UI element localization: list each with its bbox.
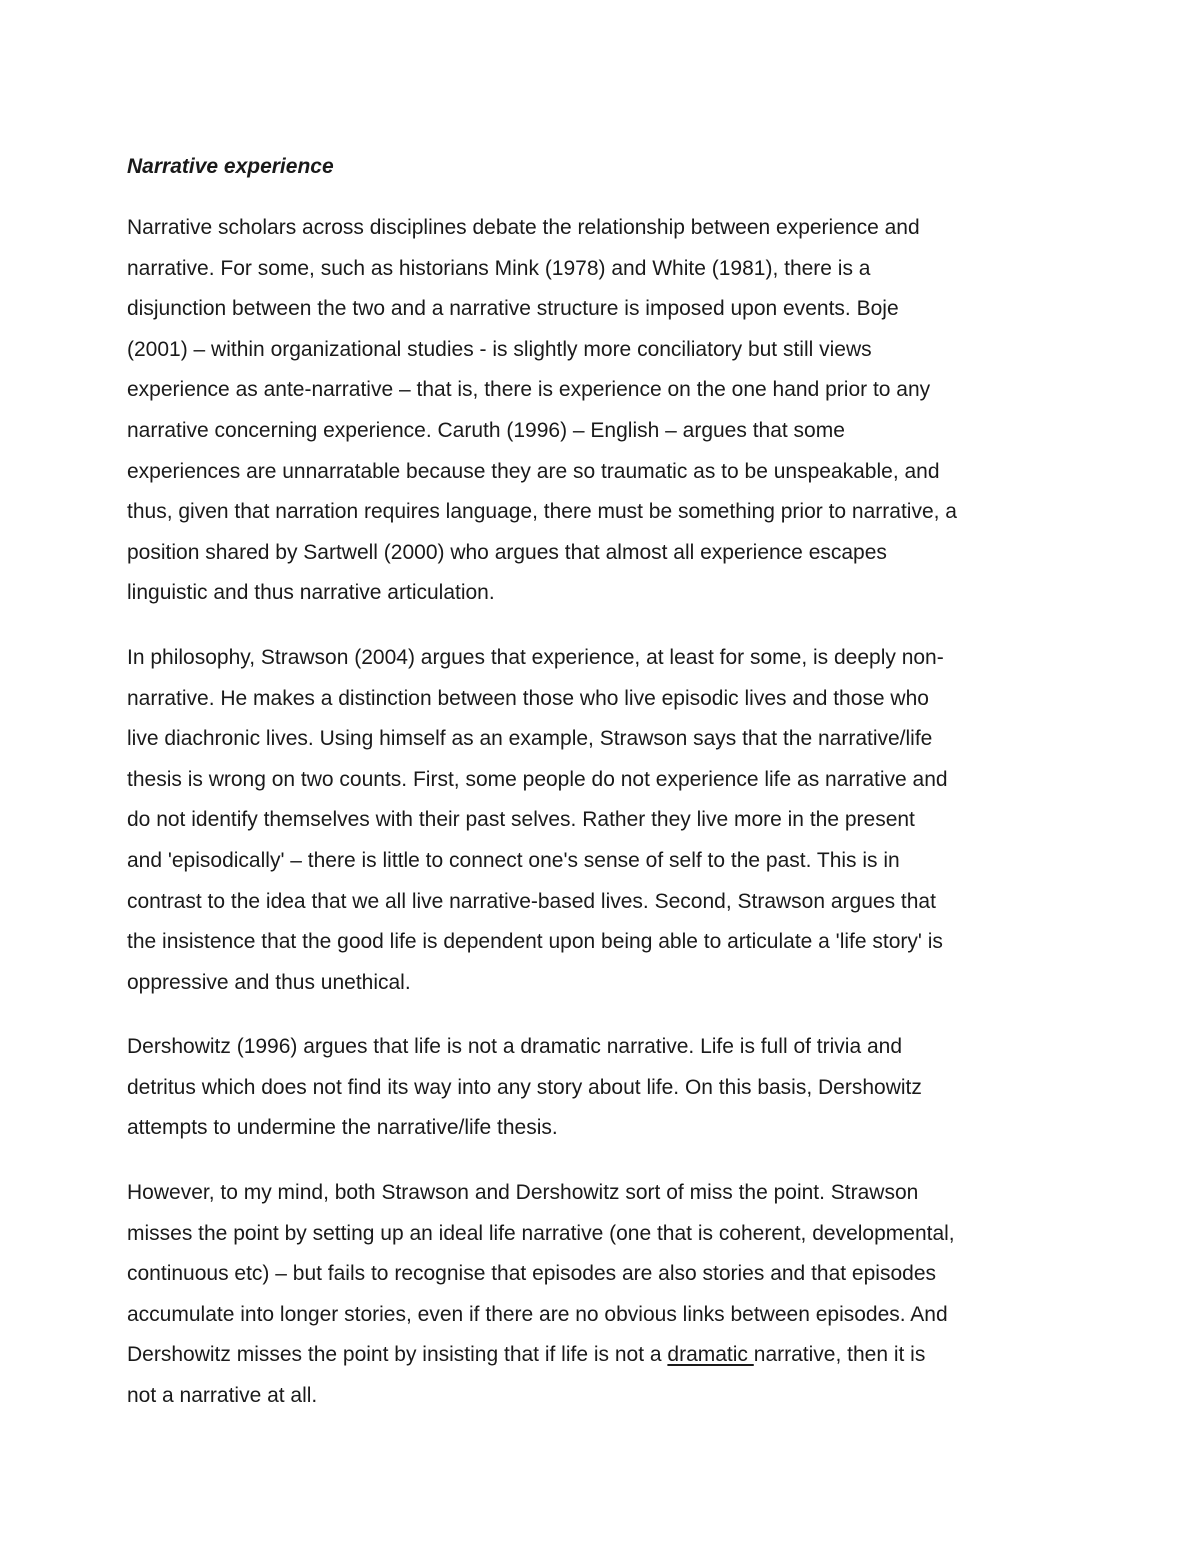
paragraph-line: accumulate into longer stories, even if there are no obvious links between episodes. And bbox=[127, 1302, 948, 1326]
paragraph-3 bbox=[127, 1027, 1072, 1149]
section-heading: Narrative experience bbox=[127, 155, 334, 178]
paragraph-line: attempts to undermine the narrative/life thesis. bbox=[127, 1116, 558, 1140]
underlined-word: dramatic bbox=[667, 1343, 754, 1367]
paragraph-2 bbox=[127, 638, 1072, 1003]
paragraph-line-with-underline bbox=[127, 1335, 1072, 1376]
paragraph-line: continuous etc) – but fails to recognise that episodes are also stories and that episodes bbox=[127, 1262, 936, 1286]
paragraph-line: thus, given that narration requires language, there must be something prior to narrative, a bbox=[127, 500, 957, 524]
line-text-before: Dershowitz misses the point by insisting that if life is not a bbox=[127, 1343, 668, 1367]
paragraph-line: (2001) – within organizational studies - is slightly more conciliatory but still views bbox=[127, 337, 872, 361]
paragraph-line: narrative. For some, such as historians Mink (1978) and White (1981), there is a bbox=[127, 256, 871, 280]
paragraph-line: do not identify themselves with their past selves. Rather they live more in the present bbox=[127, 808, 915, 832]
paragraph-line: However, to my mind, both Strawson and Dershowitz sort of miss the point. Strawson bbox=[127, 1181, 919, 1205]
paragraph-line: narrative concerning experience. Caruth (1996) – English – argues that some bbox=[127, 418, 845, 442]
paragraph-line: not a narrative at all. bbox=[127, 1384, 318, 1408]
paragraph-line: Narrative scholars across disciplines debate the relationship between experience and bbox=[127, 216, 920, 239]
paragraph-line: contrast to the idea that we all live narrative-based lives. Second, Strawson argues that bbox=[127, 889, 936, 913]
paragraph-4 bbox=[127, 1173, 1072, 1417]
paragraph-line: oppressive and thus unethical. bbox=[127, 970, 411, 994]
paragraph-line: live diachronic lives. Using himself as an example, Strawson says that the narrative/life bbox=[127, 727, 933, 751]
paragraph-line: Dershowitz (1996) argues that life is not a dramatic narrative. Life is full of trivia and bbox=[127, 1035, 903, 1059]
paragraph-line: experiences are unnarratable because they are so traumatic as to be unspeakable, and bbox=[127, 459, 940, 483]
paragraph-line: experience as ante-narrative – that is, there is experience on the one hand prior to any bbox=[127, 378, 931, 402]
paragraph-line: and 'episodically' – there is little to connect one's sense of self to the past. This is in bbox=[127, 848, 900, 872]
paragraph-line: In philosophy, Strawson (2004) argues that experience, at least for some, is deeply non- bbox=[127, 645, 944, 669]
paragraph-line: thesis is wrong on two counts. First, some people do not experience life as narrative and bbox=[127, 767, 948, 791]
paragraph-1 bbox=[127, 208, 1072, 614]
paragraph-line: position shared by Sartwell (2000) who argues that almost all experience escapes bbox=[127, 540, 887, 564]
paragraph-line: detritus which does not find its way into any story about life. On this basis, Dershowitz bbox=[127, 1075, 922, 1099]
paragraph-line: disjunction between the two and a narrative structure is imposed upon events. Boje bbox=[127, 297, 899, 321]
document-page bbox=[127, 150, 1072, 1441]
line-text-after: narrative, then it is bbox=[753, 1343, 926, 1367]
paragraph-line: linguistic and thus narrative articulation. bbox=[127, 581, 495, 605]
paragraph-line: narrative. He makes a distinction between those who live episodic lives and those who bbox=[127, 686, 929, 710]
paragraph-line: the insistence that the good life is dependent upon being able to articulate a 'life story' is bbox=[127, 930, 943, 954]
paragraph-line: misses the point by setting up an ideal life narrative (one that is coherent, developmental, bbox=[127, 1221, 955, 1245]
